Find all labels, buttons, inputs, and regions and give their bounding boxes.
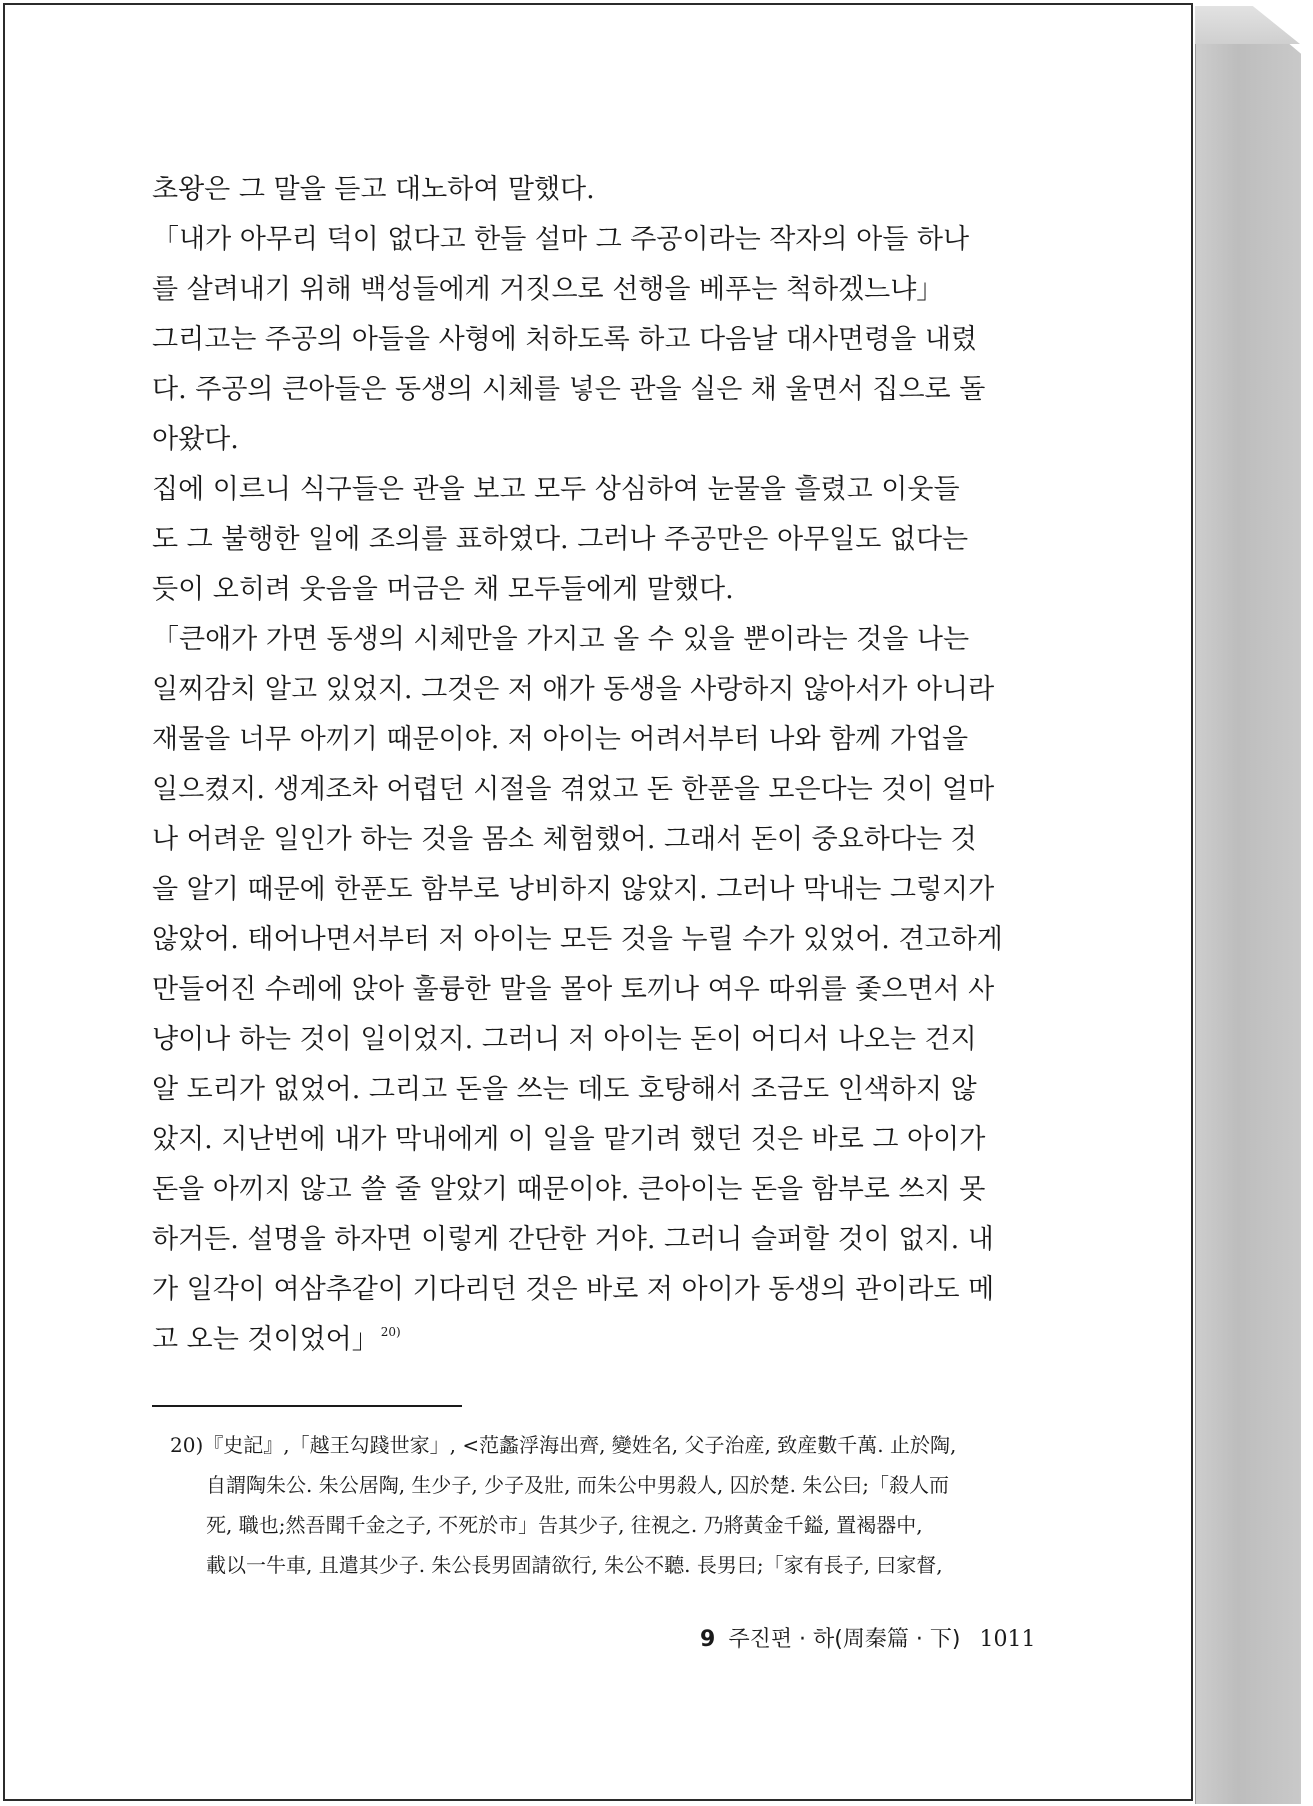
body-line: 그리고는 주공의 아들을 사형에 처하도록 하고 다음날 대사면령을 내렸 <box>152 324 978 355</box>
chapter-number: 9 <box>700 1627 716 1652</box>
footnote <box>170 1425 1070 1585</box>
body-line-last <box>152 1315 1057 1365</box>
body-line: 일찌감치 알고 있었지. 그것은 저 애가 동생을 사랑하지 않아서가 아니라 <box>152 674 995 705</box>
body-line: 「큰애가 가면 동생의 시체만을 가지고 올 수 있을 뿐이라는 것을 나는 <box>152 624 970 655</box>
body-line: 나 어려운 일인가 하는 것을 몸소 체험했어. 그래서 돈이 중요하다는 것 <box>152 824 977 855</box>
body-line: 않았어. 태어나면서부터 저 아이는 모든 것을 누릴 수가 있었어. 견고하게 <box>152 924 1003 955</box>
body-text <box>152 165 1057 1365</box>
body-line: 다. 주공의 큰아들은 동생의 시체를 넣은 관을 실은 채 울면서 집으로 돌 <box>152 374 986 405</box>
footnote-line: 自謂陶朱公. 朱公居陶, 生少子, 少子及壯, 而朱公中男殺人, 囚於楚. 朱公曰;「殺人而 <box>206 1473 950 1497</box>
footnote-line: 死, 職也;然吾聞千金之子, 不死於市」告其少子, 往視之. 乃將黃金千鎰, 置褐器中, <box>206 1513 923 1537</box>
body-line: 를 살려내기 위해 백성들에게 거짓으로 선행을 베푸는 척하겠느냐」 <box>152 274 944 305</box>
footnote-line: 20)『史記』,「越王勾踐世家」, <范蠡浮海出齊, 變姓名, 父子治産, 致産數千萬. 止於陶, <box>170 1433 957 1457</box>
footnote-divider <box>152 1405 462 1407</box>
page-stack-top <box>1195 6 1300 44</box>
body-line-text: 고 오는 것이었어」 <box>152 1324 379 1355</box>
body-line: 돈을 아끼지 않고 쓸 줄 알았기 때문이야. 큰아이는 돈을 함부로 쓰지 못 <box>152 1174 986 1205</box>
body-line: 도 그 불행한 일에 조의를 표하였다. 그러나 주공만은 아무일도 없다는 <box>152 524 969 555</box>
body-line: 가 일각이 여삼추같이 기다리던 것은 바로 저 아이가 동생의 관이라도 메 <box>152 1274 995 1305</box>
body-line: 하거든. 설명을 하자면 이렇게 간단한 거야. 그러니 슬퍼할 것이 없지. 내 <box>152 1224 994 1255</box>
chapter-title: 주진편 · 하(周秦篇 · 下) <box>728 1627 961 1652</box>
page-number: 1011 <box>979 1627 1036 1652</box>
body-line: 재물을 너무 아끼기 때문이야. 저 아이는 어려서부터 나와 함께 가업을 <box>152 724 969 755</box>
book-page <box>3 3 1193 1801</box>
footnote-reference[interactable]: 20) <box>380 1325 401 1339</box>
body-line: 집에 이르니 식구들은 관을 보고 모두 상심하여 눈물을 흘렸고 이웃들 <box>152 474 960 505</box>
body-line: 만들어진 수레에 앉아 훌륭한 말을 몰아 토끼나 여우 따위를 좇으면서 사 <box>152 974 995 1005</box>
body-line: 냥이나 하는 것이 일이었지. 그러니 저 아이는 돈이 어디서 나오는 건지 <box>152 1024 977 1055</box>
body-line: 일으켰지. 생계조차 어렵던 시절을 겪었고 돈 한푼을 모은다는 것이 얼마 <box>152 774 995 805</box>
body-line: 아왔다. <box>152 424 239 455</box>
footnote-line: 載以一牛車, 且遣其少子. 朱公長男固請欲行, 朱公不聽. 長男曰;「家有長子, 曰家督, <box>206 1553 943 1577</box>
body-line: 듯이 오히려 웃음을 머금은 채 모두들에게 말했다. <box>152 574 734 605</box>
body-line: 을 알기 때문에 한푼도 함부로 낭비하지 않았지. 그러나 막내는 그렇지가 <box>152 874 995 905</box>
page-stack-edge <box>1195 18 1301 1804</box>
body-line: 「내가 아무리 덕이 없다고 한들 설마 그 주공이라는 작자의 아들 하나 <box>152 224 970 255</box>
body-line: 알 도리가 없었어. 그리고 돈을 쓰는 데도 호탕해서 조금도 인색하지 않 <box>152 1074 977 1105</box>
body-line: 았지. 지난번에 내가 막내에게 이 일을 맡기려 했던 것은 바로 그 아이가 <box>152 1124 986 1155</box>
running-footer <box>700 1622 1035 1653</box>
body-line: 초왕은 그 말을 듣고 대노하여 말했다. <box>152 174 595 205</box>
